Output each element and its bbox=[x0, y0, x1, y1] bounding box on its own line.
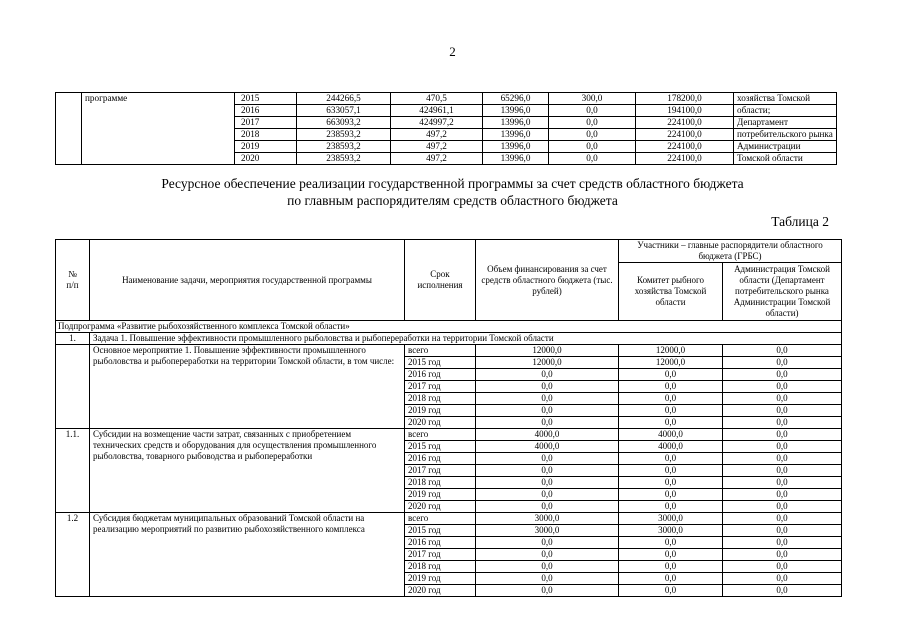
right-text-line: Администрации bbox=[734, 141, 837, 153]
item-name: Основное мероприятие 1. Повышение эффективности промышленного рыболовства и рыбопереработки на территории Томской области, в том числе: bbox=[90, 345, 405, 429]
heading-line-1: Ресурсное обеспечение реализации государственной программы за счет средств областного бюджета bbox=[161, 176, 744, 191]
grbs-committee-cell: 12000,0 bbox=[619, 357, 723, 369]
cell-c2: 424997,2 bbox=[391, 117, 483, 129]
cell-c2: 470,5 bbox=[391, 93, 483, 105]
term-cell: 2015 год bbox=[405, 357, 476, 369]
term-cell: всего bbox=[405, 429, 476, 441]
grbs-committee-cell: 0,0 bbox=[619, 501, 723, 513]
header-name: Наименование задачи, мероприятия государственной программы bbox=[90, 240, 405, 321]
grbs-administration-cell: 0,0 bbox=[723, 477, 842, 489]
cell-c5: 224100,0 bbox=[636, 117, 734, 129]
header-volume: Объем финансирования за счет средств областного бюджета (тыс. рублей) bbox=[476, 240, 619, 321]
cell-c1: 633057,1 bbox=[297, 105, 391, 117]
cell-year: 2019 bbox=[235, 141, 297, 153]
grbs-committee-cell: 0,0 bbox=[619, 549, 723, 561]
grbs-administration-cell: 0,0 bbox=[723, 513, 842, 525]
header-num: № п/п bbox=[56, 240, 90, 321]
grbs-administration-cell: 0,0 bbox=[723, 465, 842, 477]
item-num bbox=[56, 345, 90, 429]
grbs-committee-cell: 0,0 bbox=[619, 465, 723, 477]
cell-c4: 0,0 bbox=[549, 141, 636, 153]
cell-c3: 65296,0 bbox=[483, 93, 549, 105]
item-name: Субсидия бюджетам муниципальных образований Томской области на реализацию мероприятий по развитию рыбохозяйственного комплекса bbox=[90, 513, 405, 597]
term-cell: 2015 год bbox=[405, 441, 476, 453]
grbs-administration-cell: 0,0 bbox=[723, 381, 842, 393]
term-cell: 2015 год bbox=[405, 525, 476, 537]
grbs-administration-cell: 0,0 bbox=[723, 525, 842, 537]
grbs-committee-cell: 0,0 bbox=[619, 573, 723, 585]
right-text-line: области; bbox=[734, 105, 837, 117]
grbs-committee-cell: 0,0 bbox=[619, 537, 723, 549]
term-cell: 2019 год bbox=[405, 405, 476, 417]
grbs-administration-cell: 0,0 bbox=[723, 561, 842, 573]
cell-year: 2017 bbox=[235, 117, 297, 129]
cell-year: 2016 bbox=[235, 105, 297, 117]
grbs-administration-cell: 0,0 bbox=[723, 537, 842, 549]
cell-c5: 224100,0 bbox=[636, 141, 734, 153]
volume-cell: 0,0 bbox=[476, 573, 619, 585]
cell-c2: 497,2 bbox=[391, 153, 483, 165]
cell-c5: 194100,0 bbox=[636, 105, 734, 117]
cell-c1: 238593,2 bbox=[297, 129, 391, 141]
cell-c4: 0,0 bbox=[549, 153, 636, 165]
cell-c3: 13996,0 bbox=[483, 129, 549, 141]
page-number: 2 bbox=[449, 44, 456, 59]
volume-cell: 0,0 bbox=[476, 561, 619, 573]
cell-year: 2020 bbox=[235, 153, 297, 165]
grbs-administration-cell: 0,0 bbox=[723, 417, 842, 429]
volume-cell: 0,0 bbox=[476, 381, 619, 393]
resource-table bbox=[55, 239, 842, 597]
table-heading bbox=[0, 175, 905, 209]
term-cell: 2017 год bbox=[405, 549, 476, 561]
header-grbs-committee: Комитет рыбного хозяйства Томской области bbox=[619, 263, 723, 321]
item-name: Субсидии на возмещение части затрат, связанных с приобретением технических средств и оборудования для осуществления промышленного рыболовства, товарного рыбоводства и рыбопереработки bbox=[90, 429, 405, 513]
grbs-administration-cell: 0,0 bbox=[723, 429, 842, 441]
grbs-committee-cell: 0,0 bbox=[619, 405, 723, 417]
grbs-committee-cell: 0,0 bbox=[619, 489, 723, 501]
grbs-administration-cell: 0,0 bbox=[723, 501, 842, 513]
volume-cell: 0,0 bbox=[476, 405, 619, 417]
item-num: 1.2 bbox=[56, 513, 90, 597]
cell-c5: 224100,0 bbox=[636, 153, 734, 165]
cell-c1: 244266,5 bbox=[297, 93, 391, 105]
grbs-committee-cell: 0,0 bbox=[619, 585, 723, 597]
term-cell: 2017 год bbox=[405, 465, 476, 477]
grbs-administration-cell: 0,0 bbox=[723, 573, 842, 585]
cell-c3: 13996,0 bbox=[483, 141, 549, 153]
grbs-administration-cell: 0,0 bbox=[723, 357, 842, 369]
term-cell: 2020 год bbox=[405, 417, 476, 429]
grbs-committee-cell: 0,0 bbox=[619, 417, 723, 429]
grbs-committee-cell: 0,0 bbox=[619, 477, 723, 489]
grbs-committee-cell: 0,0 bbox=[619, 393, 723, 405]
grbs-administration-cell: 0,0 bbox=[723, 393, 842, 405]
term-cell: 2016 год bbox=[405, 537, 476, 549]
volume-cell: 0,0 bbox=[476, 465, 619, 477]
volume-cell: 0,0 bbox=[476, 501, 619, 513]
header-grbs-administration: Администрация Томской области (Департамент потребительского рынка Администрации Томской области) bbox=[723, 263, 842, 321]
term-cell: всего bbox=[405, 345, 476, 357]
subprogram-row: Подпрограмма «Развитие рыбохозяйственного комплекса Томской области» bbox=[56, 321, 842, 333]
grbs-administration-cell: 0,0 bbox=[723, 441, 842, 453]
header-participants: Участники – главные распорядители областного бюджета (ГРБС) bbox=[619, 240, 842, 263]
term-cell: 2018 год bbox=[405, 477, 476, 489]
grbs-administration-cell: 0,0 bbox=[723, 453, 842, 465]
grbs-committee-cell: 0,0 bbox=[619, 369, 723, 381]
cell-c3: 13996,0 bbox=[483, 105, 549, 117]
grbs-committee-cell: 0,0 bbox=[619, 381, 723, 393]
cell-c4: 300,0 bbox=[549, 93, 636, 105]
cell-c2: 497,2 bbox=[391, 141, 483, 153]
volume-cell: 12000,0 bbox=[476, 357, 619, 369]
term-cell: 2018 год bbox=[405, 561, 476, 573]
volume-cell: 0,0 bbox=[476, 489, 619, 501]
volume-cell: 4000,0 bbox=[476, 441, 619, 453]
right-text-line: Департамент bbox=[734, 117, 837, 129]
volume-cell: 3000,0 bbox=[476, 513, 619, 525]
term-cell: 2016 год bbox=[405, 369, 476, 381]
header-term: Срок исполнения bbox=[405, 240, 476, 321]
grbs-committee-cell: 4000,0 bbox=[619, 429, 723, 441]
term-cell: 2019 год bbox=[405, 573, 476, 585]
volume-cell: 0,0 bbox=[476, 537, 619, 549]
grbs-committee-cell: 3000,0 bbox=[619, 513, 723, 525]
table-row bbox=[56, 429, 842, 441]
row-label: программе bbox=[82, 93, 235, 165]
cell-c1: 663093,2 bbox=[297, 117, 391, 129]
volume-cell: 0,0 bbox=[476, 393, 619, 405]
cell-year: 2018 bbox=[235, 129, 297, 141]
cell-c5: 224100,0 bbox=[636, 129, 734, 141]
table-label: Таблица 2 bbox=[771, 214, 829, 229]
grbs-committee-cell: 0,0 bbox=[619, 453, 723, 465]
table-row bbox=[56, 513, 842, 525]
volume-cell: 12000,0 bbox=[476, 345, 619, 357]
item-num: 1.1. bbox=[56, 429, 90, 513]
cell-c2: 424961,1 bbox=[391, 105, 483, 117]
grbs-administration-cell: 0,0 bbox=[723, 489, 842, 501]
table-row bbox=[56, 345, 842, 357]
grbs-committee-cell: 12000,0 bbox=[619, 345, 723, 357]
right-text-line: потребительского рынка bbox=[734, 129, 837, 141]
cell-c3: 13996,0 bbox=[483, 153, 549, 165]
task-num: 1. bbox=[56, 333, 90, 345]
cell-c4: 0,0 bbox=[549, 105, 636, 117]
grbs-administration-cell: 0,0 bbox=[723, 345, 842, 357]
grbs-administration-cell: 0,0 bbox=[723, 369, 842, 381]
task-row: Задача 1. Повышение эффективности промышленного рыболовства и рыбопереработки на территории Томской области bbox=[90, 333, 842, 345]
term-cell: 2019 год bbox=[405, 489, 476, 501]
grbs-committee-cell: 0,0 bbox=[619, 561, 723, 573]
grbs-administration-cell: 0,0 bbox=[723, 585, 842, 597]
term-cell: всего bbox=[405, 513, 476, 525]
volume-cell: 4000,0 bbox=[476, 429, 619, 441]
volume-cell: 0,0 bbox=[476, 453, 619, 465]
cell-c5: 178200,0 bbox=[636, 93, 734, 105]
cell-c1: 238593,2 bbox=[297, 153, 391, 165]
right-text-line: хозяйства Томской bbox=[734, 93, 837, 105]
grbs-administration-cell: 0,0 bbox=[723, 549, 842, 561]
table-row bbox=[56, 93, 837, 105]
grbs-administration-cell: 0,0 bbox=[723, 405, 842, 417]
cell-c4: 0,0 bbox=[549, 117, 636, 129]
volume-cell: 0,0 bbox=[476, 549, 619, 561]
cell-c1: 238593,2 bbox=[297, 141, 391, 153]
continued-table bbox=[55, 92, 837, 165]
cell-c3: 13996,0 bbox=[483, 117, 549, 129]
grbs-committee-cell: 4000,0 bbox=[619, 441, 723, 453]
grbs-committee-cell: 3000,0 bbox=[619, 525, 723, 537]
volume-cell: 0,0 bbox=[476, 369, 619, 381]
cell-year: 2015 bbox=[235, 93, 297, 105]
volume-cell: 0,0 bbox=[476, 585, 619, 597]
term-cell: 2018 год bbox=[405, 393, 476, 405]
term-cell: 2017 год bbox=[405, 381, 476, 393]
heading-line-2: по главным распорядителям средств областного бюджета bbox=[287, 193, 618, 208]
volume-cell: 0,0 bbox=[476, 477, 619, 489]
volume-cell: 3000,0 bbox=[476, 525, 619, 537]
term-cell: 2016 год bbox=[405, 453, 476, 465]
cell-c2: 497,2 bbox=[391, 129, 483, 141]
right-text-line: Томской области bbox=[734, 153, 837, 165]
cell-c4: 0,0 bbox=[549, 129, 636, 141]
term-cell: 2020 год bbox=[405, 501, 476, 513]
term-cell: 2020 год bbox=[405, 585, 476, 597]
empty-cell bbox=[56, 93, 82, 165]
volume-cell: 0,0 bbox=[476, 417, 619, 429]
